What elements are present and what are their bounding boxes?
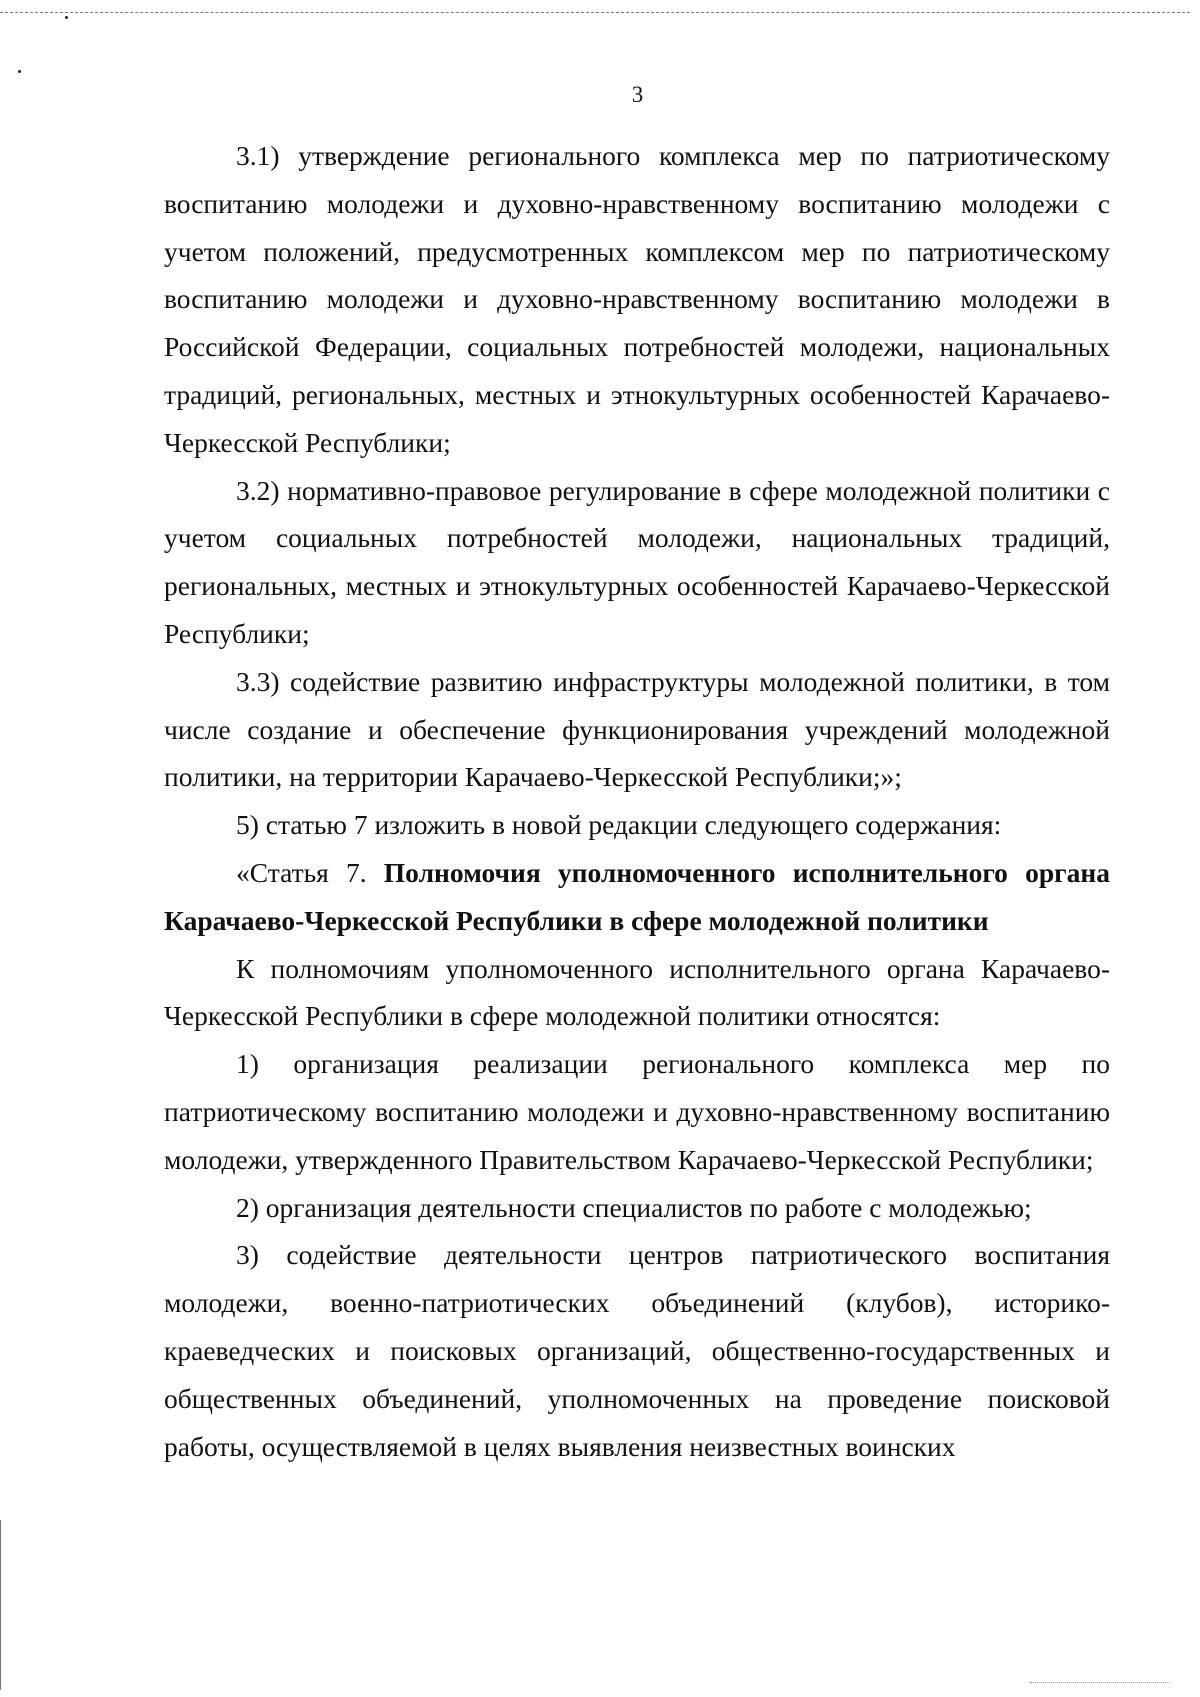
document-body [164,132,1110,1470]
article-7-heading [164,849,1110,945]
page-number: 3 [631,82,644,107]
scan-artifact-dot [65,16,68,19]
paragraph-3-1: 3.1) утверждение регионального комплекса мер по патриотическому воспитанию молодежи и духовно-нравственному воспитанию молодежи с учетом положений, предусмотренных комплексом мер по патриотическому воспитанию молодежи и духовно-нравственному воспитанию молодежи в Российской Федерации, социальных потребностей молодежи, национальных традиций, региональных, местных и этнокультурных особенностей Карачаево-Черкесской Республики; [164,140,1110,458]
paragraph-item-3: 3) содействие деятельности центров патриотического воспитания молодежи, военно-патриотических объединений (клубов), историко-краеведческих и поисковых организаций, общественно-государственных и общественных объединений, уполномоченных на проведение поисковой работы, осуществляемой в целях выявления неизвестных воинских [164,1239,1110,1462]
paragraph-3-3: 3.3) содействие развитию инфраструктуры молодежной политики, в том числе создание и обеспечение функционирования учреждений молодежной политики, на территории Карачаево-Черкесской Республики;»; [164,665,1110,793]
article-7-title: Полномочия уполномоченного исполнительного органа Карачаево-Черкесской Республики в сфере молодежной политики [164,856,1110,936]
article-7-prefix: «Статья 7. [236,856,384,888]
scan-artifact-bottom-line [1030,1682,1170,1683]
scan-artifact-dot [18,70,21,73]
scan-artifact-top-line [0,12,1190,13]
scan-artifact-left-edge [0,1520,1,1690]
paragraph-item-1: 1) организация реализации регионального комплекса мер по патриотическому воспитанию молодежи и духовно-нравственному воспитанию молодежи, утвержденного Правительством Карачаево-Черкесской Республики; [164,1048,1110,1175]
paragraph-amendment-5: 5) статью 7 изложить в новой редакции следующего содержания: [236,809,1002,841]
paragraph-3-2: 3.2) нормативно-правовое регулирование в сфере молодежной политики с учетом социальных потребностей молодежи, национальных традиций, региональных, местных и этнокультурных особенностей Карачаево-Черкесской Республики; [164,474,1110,649]
paragraph-powers-intro: К полномочиям уполномоченного исполнительного органа Карачаево-Черкесской Республики в сфере молодежной политики относятся: [164,952,1110,1032]
paragraph-item-2: 2) организация деятельности специалистов по работе с молодежью; [236,1191,1032,1223]
